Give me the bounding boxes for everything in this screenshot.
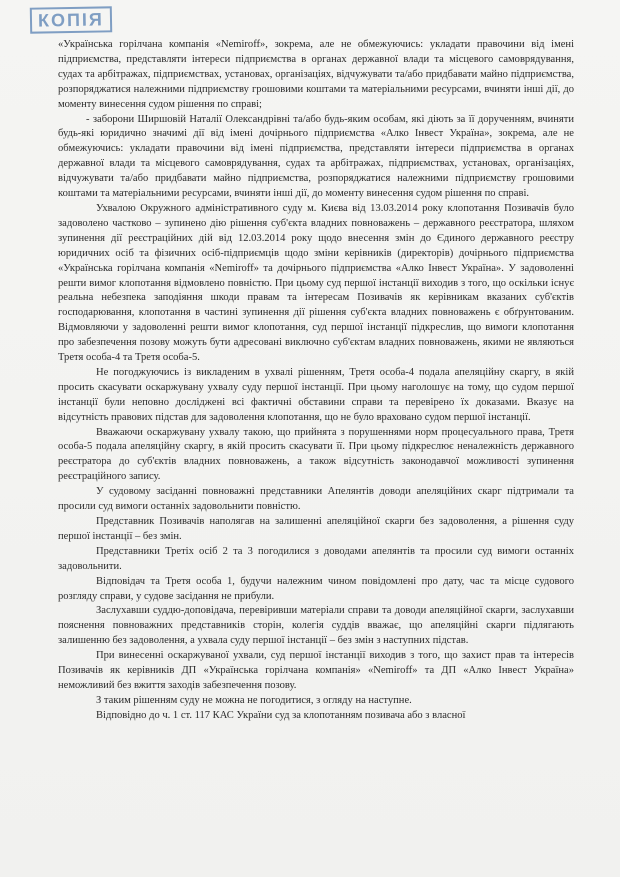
paragraph-13: Відповідно до ч. 1 ст. 117 КАС України суд за клопотанням позивача або з власної — [96, 709, 466, 721]
paragraph-5: Вважаючи оскаржувану ухвалу такою, що прийнята з порушеннями норм процесуального права, Третя особа-5 подала апеляційну скаргу, в якій просить скасувати її. При цьому підкреслює неналежність державного реєстратора до суб'єктів владних повноважень, а також відсутність законодавчої можливості зупинення реєстраційного запису. — [58, 426, 574, 483]
paragraph-9: Відповідач та Третя особа 1, будучи належним чином повідомлені про дату, час та місце судового розгляду справи, у судове засідання не прибули. — [58, 575, 574, 602]
paragraph-6: У судовому засіданні повноважні представники Апелянтів доводи апеляційних скарг підтримали та просили суд вимоги останніх задовольнити повністю. — [58, 486, 574, 513]
paragraph-7: Представник Позивачів наполягав на залишенні апеляційної скарги без задоволення, а рішення суду першої інстанції – без змін. — [58, 516, 574, 542]
paragraph-4: Не погоджуючись із викладеним в ухвалі рішенням, Третя особа-4 подала апеляційну скаргу, в якій просить скасувати оскаржувану ухвалу суду першої інстанції. При цьому наголошує на тому, що судом першої інстанції були неповно досліджені всі фактичні обставини справи та перевірено їх доказами. Вказує на відсутність правових підстав для задоволення клопотання, що не було враховано судом першої інстанції. — [58, 366, 574, 423]
paragraph-12: З таким рішенням суду не можна не погодитися, з огляду на наступне. — [96, 694, 412, 706]
paragraph-11: При винесенні оскаржуваної ухвали, суд першої інстанції виходив з того, що захист прав та інтересів Позивачів як керівників ДП «Українська горілчана компанія» «Nemiroff» та ДП «Алко Інвест Україна» неможливий без вжиття заходів забезпечення позову. — [58, 650, 574, 691]
copy-stamp: КОПІЯ — [30, 6, 112, 33]
paragraph-8: Представники Третіх осіб 2 та 3 погодилися з доводами апелянтів та просили суд вимоги останніх задовольнити. — [58, 545, 574, 572]
paragraph-3: Ухвалою Окружного адміністративного суду м. Києва від 13.03.2014 року клопотання Позивачів було задоволено частково – зупинено дію рішення суб'єкта владних повноважень – державного реєстратора, шляхом зупинення дії реєстраційних дій від 12.03.2014 року щодо внесення змін до Єдиного державного реєстру юридичних осіб та фізичних осіб-підприємців щодо зміни керівників (директорів) дочірнього підприємства «Українська горілчана компанія «Nemiroff» та дочірнього підприємства «Алко Інвест Україна». У задоволенні решти вимог клопотання відмовлено повністю. При цьому суд першої інстанції виходив з того, що оскільки існує реальна небезпека заподіяння шкоди правам та інтересам Позивачів як керівникам вказаних суб'єктів господарювання, клопотання в частині зупинення дії рішення суб'єкта владних повноважень є обґрунтованим. Відмовляючи у задоволенні решти вимог клопотання, суд першої інстанції підкреслив, що вимоги клопотання про забезпечення позову можуть бути адресовані виключно суб'єктам владних повноважень, якими не являються Третя особа-4 та Третя особа-5. — [58, 202, 574, 364]
paragraph-10: Заслухавши суддю-доповідача, перевіривши матеріали справи та доводи апеляційної скарги, заслухавши пояснення повноважних представників сторін, колегія суддів вважає, що апеляційні скарги підлягають залишенню без задоволення, а ухвала суду першої інстанції – без змін з наступних підстав. — [58, 605, 574, 647]
paragraph-2: - заборони Ширшовій Наталії Олександрівні та/або будь-яким особам, які діють за її дорученням, вчиняти будь-які юридично значимі дії від імені дочірнього підприємства «Алко Інвест Україна», зокрема, але не обмежуючись: укладати правочини від імені підприємства, представляти інтереси підприємства в органах державної влади та місцевого самоврядування, судах та арбітражах, підприємствах, установах, організаціях, відчужувати та/або придбавати майно підприємства, розпоряджатися належними підприємству грошовими коштами та матеріальними ресурсами, вчиняти інші дії, до моменту винесення судом рішення по справі. — [58, 113, 574, 200]
paragraph-1: «Українська горілчана компанія «Nemiroff», зокрема, але не обмежуючись: укладати правочини від імені підприємства, представляти інтереси підприємства в органах державної влади та місцевого самоврядування, судах та арбітражах, підприємствах, установах, організаціях, відчужувати та/або придбавати майно підприємства, розпоряджатися належними підприємству грошовими коштами та матеріальними ресурсами, вчиняти інші дії, до моменту винесення судом рішення по справі; — [58, 39, 574, 110]
